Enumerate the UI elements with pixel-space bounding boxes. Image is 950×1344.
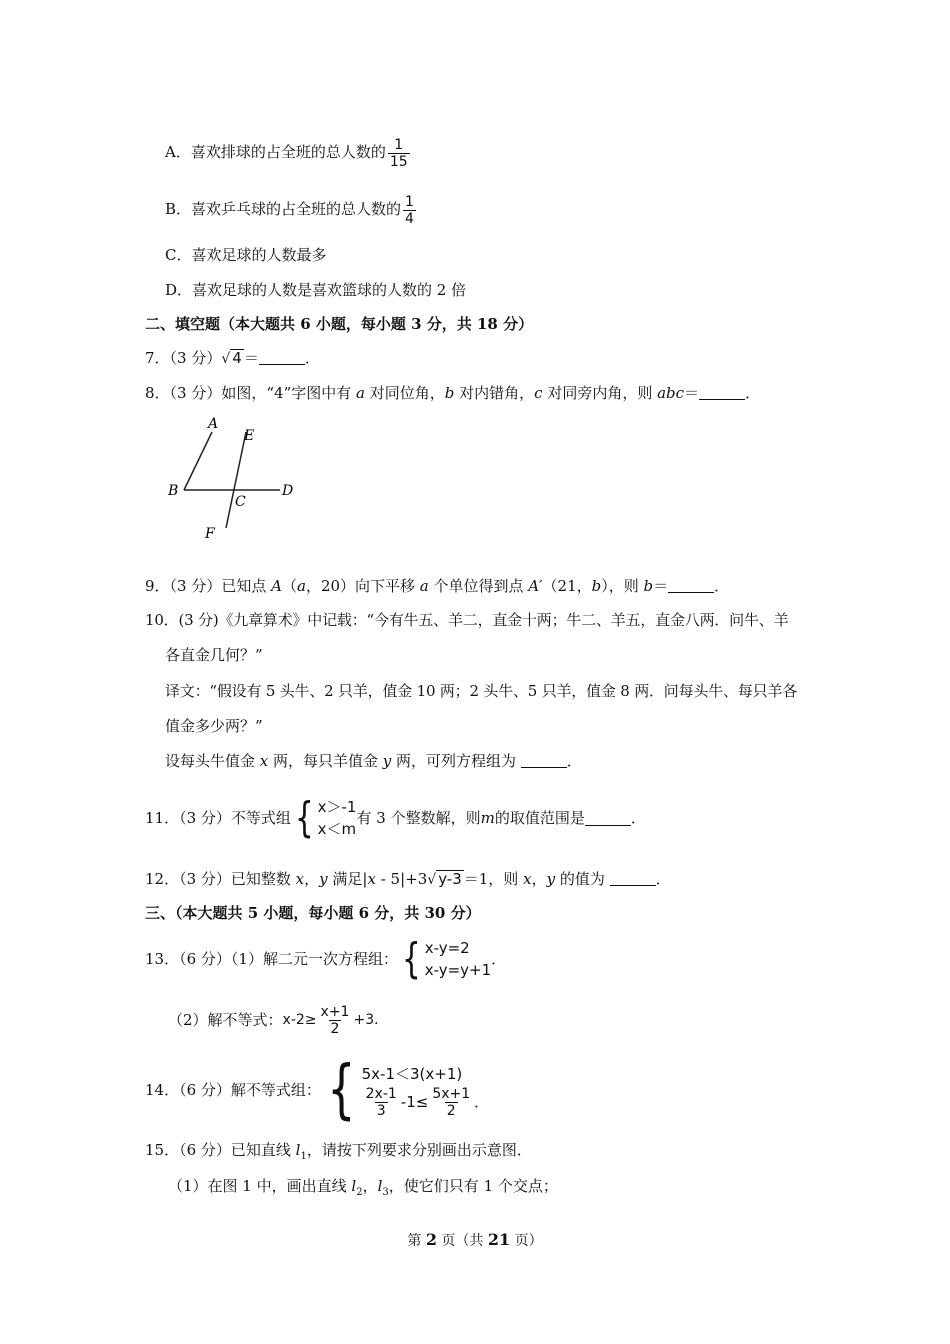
section-3-heading: 三、（本大题共 5 小题，每小题 6 分，共 30 分）: [145, 904, 481, 922]
label-a: A: [208, 416, 219, 432]
q8-var-abc: abc: [657, 384, 685, 402]
q12-text-5: ＝1，则: [463, 870, 524, 888]
q11-var-m: m: [480, 809, 495, 827]
q13-prefix: 13．（6 分）（1）解二元一次方程组：: [145, 950, 398, 968]
q9-text-3: ，20）向下平移: [305, 577, 420, 595]
q14-inequality-1: 5x-1＜3(x+1): [361, 1064, 463, 1083]
q8-text-4: 对同旁内角，则: [542, 384, 658, 402]
q11-text-2: 的取值范围是: [494, 809, 585, 827]
q8-text-2: 对同位角，: [364, 384, 445, 402]
fraction-numerator: 5x+1: [432, 1085, 471, 1102]
question-9: [145, 576, 729, 596]
q13-equation-system: [425, 937, 491, 981]
q15-subscript-3: 3: [382, 1187, 389, 1198]
left-brace-icon: {: [401, 934, 421, 983]
question-10-line-3: 译文：“假设有 5 头牛、2 只羊，值金 10 两；2 头牛、5 只羊，值金 8 两．问每头牛、每只羊各: [165, 682, 797, 700]
sqrt-sign-icon: √: [427, 872, 437, 888]
q15-subscript-2: 2: [356, 1187, 363, 1198]
q8-answer-blank: [699, 385, 745, 400]
q8-text-3: 对内错角，: [454, 384, 535, 402]
fraction-numerator: 1: [405, 193, 414, 210]
question-10-line-2: 各直金几何？”: [165, 646, 263, 664]
q12-text-2: ，: [304, 870, 320, 888]
option-c: C．喜欢足球的人数最多: [165, 246, 327, 264]
footer-page-number: 2: [425, 1230, 437, 1249]
fraction-denominator: 15: [389, 153, 408, 170]
option-a: [165, 135, 412, 170]
q9-text-7: ＝: [653, 577, 669, 595]
page-footer: [0, 1230, 950, 1250]
footer-mid: 页（共: [436, 1233, 488, 1249]
q13-end: ．: [491, 950, 507, 968]
q10-answer-blank: [521, 753, 567, 768]
footer-pre: 第: [407, 1233, 426, 1249]
sqrt-sign-icon: √: [221, 351, 231, 367]
q15-text-2: ，请按下列要求分别画出示意图．: [306, 1141, 532, 1159]
q9-var-a: a: [296, 577, 306, 595]
fraction-numerator: x+1: [320, 1003, 350, 1020]
q9-var-b-2: b: [643, 577, 654, 595]
q15-subscript-1: 1: [300, 1151, 307, 1162]
q15-part1-text-c: ，使它们只有 1 个交点；: [388, 1177, 558, 1195]
q15-part1-text-b: ，: [362, 1177, 378, 1195]
q12-text-1: 12．（3 分）已知整数: [145, 870, 296, 888]
q9-point-a: A: [271, 577, 282, 595]
label-c: C: [235, 494, 246, 510]
q8-var-c: c: [534, 384, 543, 402]
q11-inequality-2: x＜m: [317, 820, 357, 838]
option-b-text: B．喜欢乒乓球的占全班的总人数的: [165, 200, 402, 218]
q8-text-1: 8．（3 分）如图，“4”字图中有: [145, 384, 357, 402]
q10-var-x: x: [259, 752, 269, 770]
q7-equals: ＝: [243, 349, 259, 367]
q14-prefix: 14．（6 分）解不等式组：: [145, 1081, 321, 1099]
q9-text-4: 个单位得到点: [428, 577, 529, 595]
q8-end: ．: [745, 384, 761, 402]
q11-prefix: 11．（3 分）不等式组: [145, 809, 291, 827]
q12-var-x: x: [295, 870, 305, 888]
q11-inequality-system: [318, 796, 357, 840]
q12-var-y: y: [319, 870, 328, 888]
q9-answer-blank: [668, 578, 714, 593]
q14-fraction-2: [430, 1086, 472, 1119]
question-15-part-1: [168, 1176, 558, 1203]
q7-radicand: 4: [232, 349, 242, 367]
q14-end: ．: [474, 1093, 490, 1111]
q8-var-a: a: [356, 384, 365, 402]
q9-text-2: （: [281, 577, 297, 595]
q9-end: ．: [714, 577, 730, 595]
fraction-denominator: 2: [446, 1102, 456, 1119]
four-shape-figure: [160, 410, 310, 550]
q14-inequality-system: [362, 1062, 490, 1119]
q10-text-a: 设每头牛值金: [165, 752, 260, 770]
question-10-line-5: [165, 751, 582, 771]
q12-var-y-2: y: [546, 870, 556, 888]
q9-text-6: ），则: [601, 577, 644, 595]
q12-text-3: 满足|: [327, 870, 368, 888]
option-d: D．喜欢足球的人数是喜欢篮球的人数的 2 倍: [165, 281, 467, 299]
question-14: [145, 1052, 489, 1128]
q15-text-1: 15．（6 分）已知直线: [145, 1141, 296, 1159]
fraction-denominator: 3: [376, 1102, 386, 1119]
fraction-numerator: 2x-1: [365, 1085, 397, 1102]
q13-part2-prefix: （2）解不等式：: [168, 1011, 283, 1029]
label-f: F: [205, 526, 215, 542]
option-b: [165, 192, 418, 227]
q11-text-1: 有 3 个整数解，则: [356, 809, 481, 827]
question-10-line-1: 10．(3 分)《九章算术》中记载：“今有牛五、羊二，直金十两；牛二、羊五，直金八两．问牛、羊: [145, 611, 789, 629]
section-2-heading: 二、填空题（本大题共 6 小题，每小题 3 分，共 18 分）: [145, 315, 534, 333]
q13-lhs: x-2≥: [282, 1012, 317, 1028]
q7-end: ．: [304, 349, 320, 367]
fraction-denominator: 4: [405, 210, 414, 227]
question-12: [145, 869, 671, 890]
q13-equation-2: x-y=y+1: [424, 961, 492, 979]
q14-fraction-1: [364, 1086, 399, 1119]
q10-text-b: 两，每只羊值金: [268, 752, 383, 770]
q12-text-6: ，: [531, 870, 547, 888]
q7-prefix: 7．（3 分）: [145, 349, 222, 367]
question-13-part-2: [168, 1000, 388, 1040]
label-b: B: [168, 483, 179, 499]
q13-fraction: [319, 1004, 352, 1037]
question-8: [145, 383, 760, 403]
q15-line-l3: l: [377, 1177, 383, 1195]
q9-var-a-2: a: [419, 577, 429, 595]
q9-text-5: （21，: [542, 577, 592, 595]
q13-rhs: +3．: [353, 1012, 389, 1028]
q15-part1-text-a: （1）在图 1 中，画出直线: [168, 1177, 352, 1195]
q14-mid: -1≤: [400, 1093, 429, 1111]
line-ab: [184, 432, 212, 490]
label-d: D: [282, 483, 294, 499]
q10-end: ．: [566, 752, 582, 770]
q12-text-4: - 5|+3: [375, 870, 428, 888]
fraction-1-15: [388, 137, 410, 170]
fraction-numerator: 1: [394, 136, 404, 153]
q12-answer-blank: [610, 871, 656, 886]
footer-total-pages: 21: [487, 1230, 511, 1249]
left-brace-icon: {: [327, 1053, 356, 1127]
question-13: [145, 932, 506, 986]
q9-var-b: b: [591, 577, 602, 595]
q11-answer-blank: [585, 811, 631, 826]
left-brace-icon: {: [294, 793, 314, 842]
q15-line-l2: l: [351, 1177, 357, 1195]
q14-inequality-2: [362, 1086, 490, 1119]
q12-end: ．: [655, 870, 671, 888]
q9-point-a-prime: A′: [528, 577, 543, 595]
footer-post: 页）: [510, 1233, 543, 1249]
q7-answer-blank: [259, 350, 305, 365]
question-15: [145, 1140, 532, 1167]
question-7: [145, 348, 320, 369]
label-e: E: [244, 428, 255, 444]
q11-end: ．: [630, 809, 646, 827]
fraction-1-4: [403, 194, 416, 227]
q12-text-7: 的值为: [555, 870, 610, 888]
q13-equation-1: x-y=2: [424, 939, 470, 957]
q12-var-x-2: x: [367, 870, 376, 888]
question-11: [145, 790, 646, 846]
q12-radicand: y-3: [438, 870, 462, 888]
q10-text-c: 两，可列方程组为: [391, 752, 521, 770]
line-ef: [226, 432, 246, 528]
fraction-denominator: 2: [330, 1020, 340, 1037]
question-10-line-4: 值金多少两？”: [165, 717, 263, 735]
q12-var-x-3: x: [523, 870, 532, 888]
q11-inequality-1: x＞-1: [317, 798, 357, 816]
q15-line-l: l: [295, 1141, 301, 1159]
q10-var-y: y: [382, 752, 392, 770]
q9-text-1: 9．（3 分）已知点: [145, 577, 272, 595]
q8-text-5: ＝: [684, 384, 700, 402]
option-a-text: A．喜欢排球的占全班的总人数的: [165, 143, 386, 161]
q8-var-b: b: [444, 384, 455, 402]
